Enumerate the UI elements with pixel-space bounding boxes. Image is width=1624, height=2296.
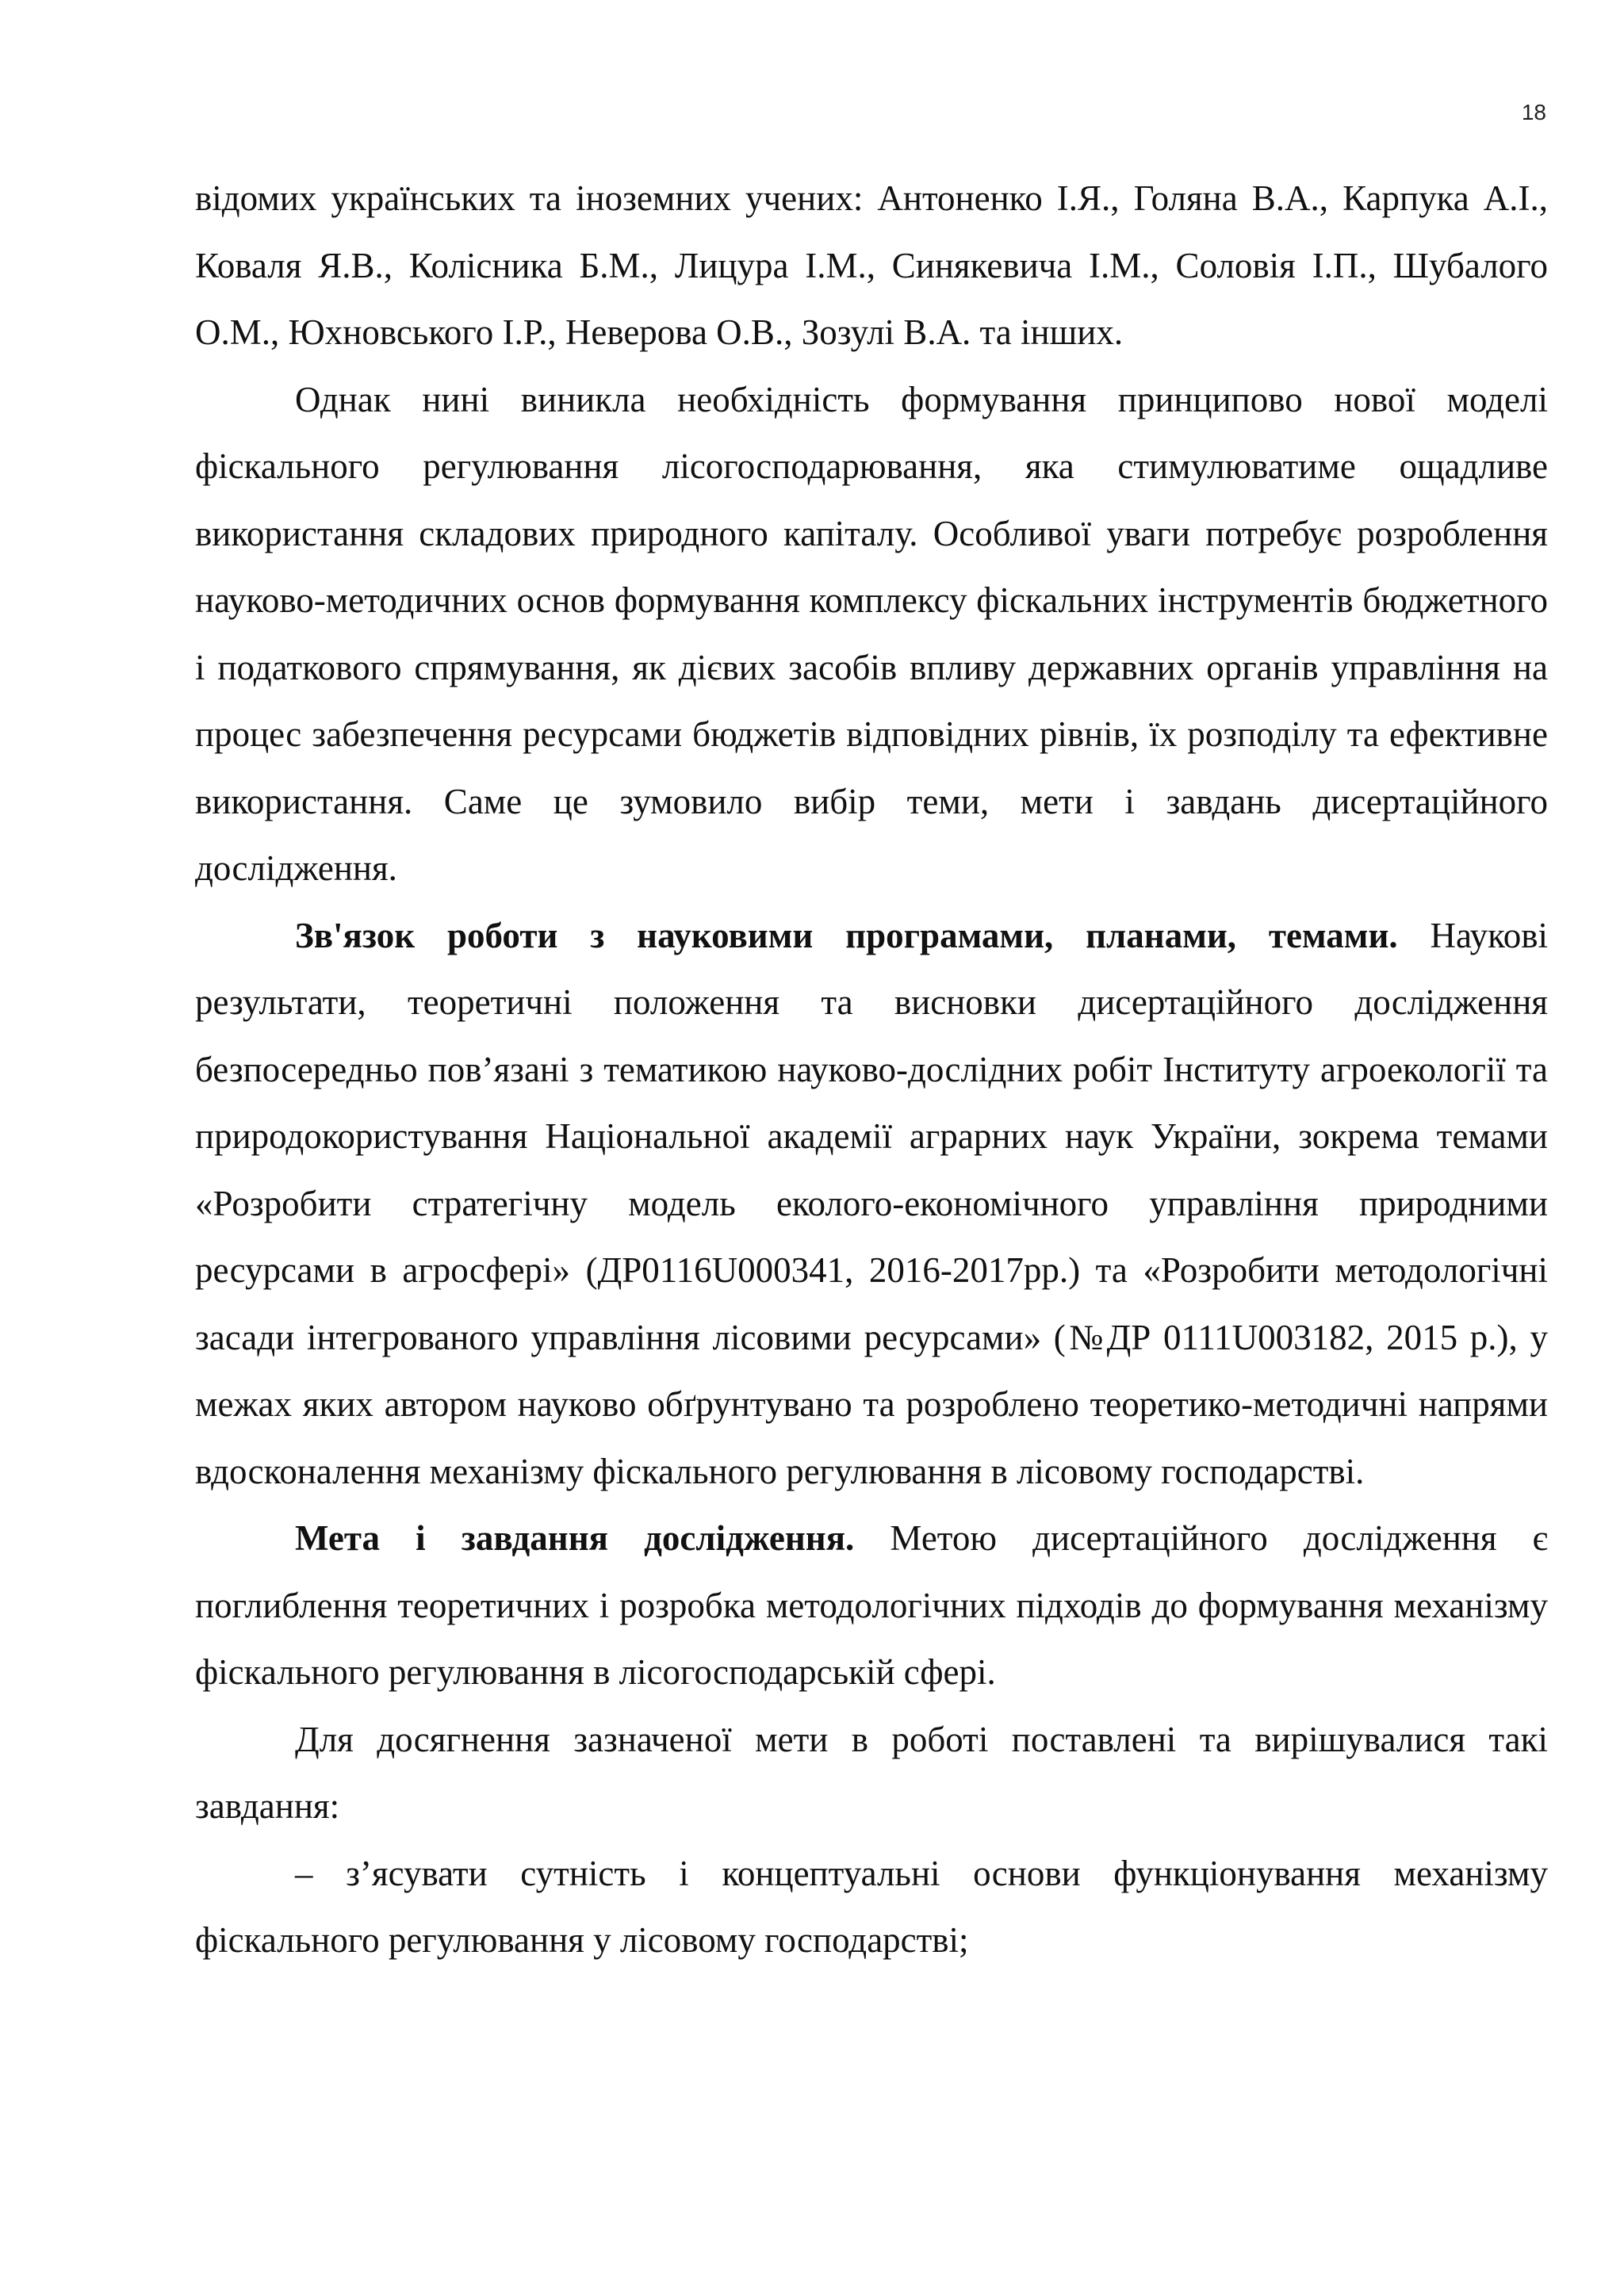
paragraph-task-item: [195, 1840, 1548, 1974]
paragraph-text: – з’ясувати сутність і концептуальні основи функціонування механізму фіскального регулювання у лісовому господарстві;: [195, 1853, 1548, 1960]
paragraph-heading: Зв'язок роботи з науковими програмами, планами, темами.: [295, 915, 1398, 955]
paragraph-text: Для досягнення зазначеної мети в роботі поставлені та вирішувалися такі завдання:: [195, 1719, 1548, 1826]
paragraph-heading: Мета і завдання дослідження.: [295, 1518, 855, 1558]
paragraph-relevance: [195, 366, 1548, 902]
document-body: [195, 165, 1548, 1974]
paragraph-text: Однак нині виникла необхідність формування принципово нової моделі фіскального регулювання лісогосподарювання, яка стимулюватиме ощадливе використання складових природного капіталу. Особливої уваги потребує розроблення науково-методичних основ формування комплексу фіскальних інструментів бюджетного і податкового спрямування, як дієвих засобів впливу державних органів управління на процес забезпечення ресурсами бюджетів відповідних рівнів, їх розподілу та ефективне використання. Саме це зумовило вибір теми, мети і завдань дисертаційного дослідження.: [195, 379, 1548, 888]
paragraph-connection-with-programs: [195, 902, 1548, 1506]
paragraph-text: Наукові результати, теоретичні положення та висновки дисертаційного дослідження безпосередньо пов’язані з тематикою науково-дослідних робіт Інституту агроекології та природокористування Національної академії аграрних наук України, зокрема темами «Розробити стратегічну модель еколого-економічного управління природними ресурсами в агросфері» (ДР0116U000341, 2016-2017рр.) та «Розробити методологічні засади інтегрованого управління лісовими ресурсами» (№ДР 0111U003182, 2015 р.), у межах яких автором науково обґрунтувано та розроблено теоретико-методичні напрями вдосконалення механізму фіскального регулювання в лісовому господарстві.: [195, 915, 1549, 1491]
paragraph-tasks-intro: [195, 1706, 1548, 1840]
paragraph-aim-and-tasks: [195, 1505, 1548, 1706]
paragraph-text: Метою дисертаційного дослідження є поглиблення теоретичних і розробка методологічних підходів до формування механізму фіскального регулювання в лісогосподарській сфері.: [195, 1518, 1548, 1692]
page-number: 18: [1521, 100, 1546, 124]
paragraph-scholars-list: [195, 165, 1548, 366]
paragraph-text: відомих українських та іноземних учених: Антоненко І.Я., Голяна В.А., Карпука А.І., Коваля Я.В., Колісника Б.М., Лицура І.М., Синякевича І.М., Соловія І.П., Шубалого О.М., Юхновського І.Р., Неверова О.В., Зозулі В.А. та інших.: [195, 178, 1548, 352]
